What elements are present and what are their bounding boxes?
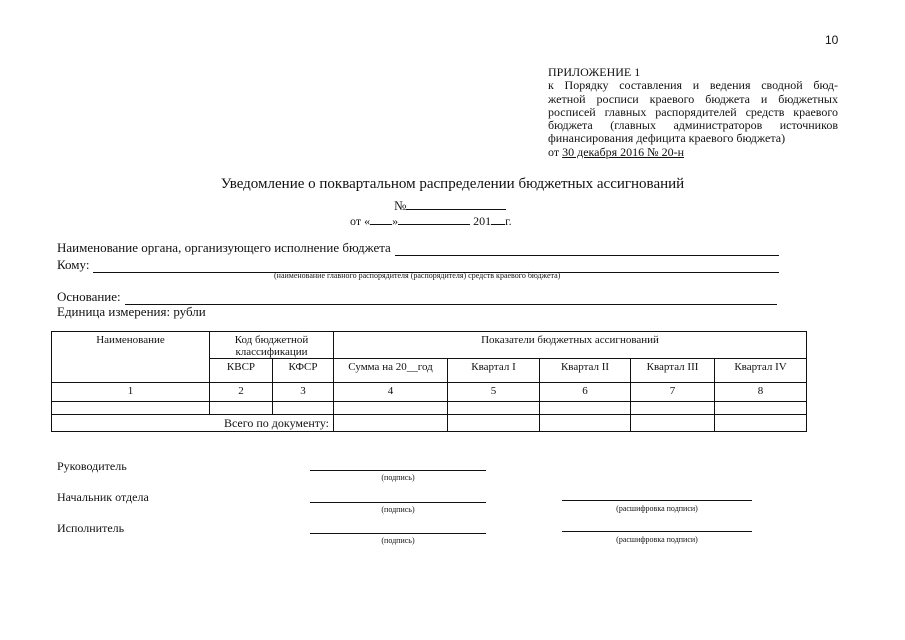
appendix-heading: ПРИЛОЖЕНИЕ 1	[548, 65, 641, 79]
col-number: 3	[273, 383, 334, 402]
exec-decode-line[interactable]	[562, 531, 752, 532]
header-sum: Сумма на 20__год	[334, 359, 448, 383]
date-year: 201	[473, 214, 492, 228]
day-blank[interactable]	[370, 212, 392, 225]
table-cell[interactable]	[715, 402, 807, 415]
exec-decode-hint: (расшифровка подписи)	[616, 535, 698, 544]
table-cell[interactable]	[540, 402, 631, 415]
col-number: 6	[540, 383, 631, 402]
total-q4-cell[interactable]	[715, 415, 807, 432]
col-number: 5	[448, 383, 540, 402]
dept-signature-hint: (подпись)	[381, 505, 415, 514]
total-row	[52, 415, 807, 432]
unit-label: Единица измерения: рубли	[57, 304, 206, 319]
head-label: Руководитель	[57, 459, 127, 473]
organ-label: Наименование органа, организующего исполнение бюджета	[57, 240, 391, 255]
total-q3-cell[interactable]	[631, 415, 715, 432]
year-blank[interactable]	[491, 212, 505, 225]
header-kfsr: КФСР	[273, 359, 334, 383]
organ-field	[57, 240, 779, 256]
appendix-date-prefix: от	[548, 144, 560, 159]
appendix-line: к Порядку составления и ведения сводной бюд-	[548, 78, 838, 93]
number-blank[interactable]	[406, 197, 506, 210]
osnovanie-field	[57, 289, 777, 305]
date-prefix: от «	[350, 214, 371, 228]
table-cell[interactable]	[210, 402, 273, 415]
appendix-date	[548, 146, 838, 159]
table-cell[interactable]	[334, 402, 448, 415]
total-label: Всего по документу:	[52, 415, 334, 432]
appendix-line: жетной росписи краевого бюджета и бюджетных	[548, 91, 838, 106]
month-blank[interactable]	[398, 212, 470, 225]
date-mid: »	[392, 214, 399, 228]
header-indicators: Показатели бюджетных ассигнований	[334, 332, 807, 359]
header-kvsr: КВСР	[210, 359, 273, 383]
appendix-line: финансирования дефицита краевого бюджета)	[548, 131, 786, 146]
head-signature-hint: (подпись)	[381, 473, 415, 482]
header-q1: Квартал I	[448, 359, 540, 383]
dept-decode-line[interactable]	[562, 500, 752, 501]
appendix-date-value: 30 декабря 2016 № 20-н	[562, 144, 684, 159]
head-signature-line[interactable]	[310, 470, 486, 471]
header-code: Код бюджетной классификации	[210, 332, 334, 359]
table-row	[52, 402, 807, 415]
exec-label: Исполнитель	[57, 521, 125, 535]
osnovanie-label: Основание:	[57, 289, 121, 304]
total-q2-cell[interactable]	[540, 415, 631, 432]
page-number: 10	[825, 33, 839, 47]
header-q3: Квартал III	[631, 359, 715, 383]
col-number: 1	[52, 383, 210, 402]
dept-signature-line[interactable]	[310, 502, 486, 503]
table-cell[interactable]	[448, 402, 540, 415]
allocation-table	[51, 331, 807, 432]
total-sum-cell[interactable]	[334, 415, 448, 432]
header-q2: Квартал II	[540, 359, 631, 383]
appendix-line: бюджета (главных администраторов источников	[548, 118, 838, 133]
header-q4: Квартал IV	[715, 359, 807, 383]
col-number: 4	[334, 383, 448, 402]
col-number: 2	[210, 383, 273, 402]
header-name: Наименование	[52, 332, 210, 383]
number-label: №	[394, 198, 407, 213]
col-number: 8	[715, 383, 807, 402]
table-cell[interactable]	[52, 402, 210, 415]
exec-signature-hint: (подпись)	[381, 536, 415, 545]
appendix-line: росписей главных распорядителей средств краевого	[548, 104, 838, 119]
komu-hint: (наименование главного распорядителя (распорядителя) средств краевого бюджета)	[274, 271, 561, 280]
dept-decode-hint: (расшифровка подписи)	[616, 504, 698, 513]
total-q1-cell[interactable]	[448, 415, 540, 432]
dept-label: Начальник отдела	[57, 490, 149, 504]
organ-input-line[interactable]	[395, 245, 779, 256]
komu-label: Кому:	[57, 257, 90, 272]
document-title: Уведомление о поквартальном распределении бюджетных ассигнований	[220, 176, 685, 192]
table-cell[interactable]	[273, 402, 334, 415]
col-number: 7	[631, 383, 715, 402]
table-cell[interactable]	[631, 402, 715, 415]
exec-signature-line[interactable]	[310, 533, 486, 534]
osnovanie-input-line[interactable]	[125, 294, 777, 305]
appendix-block	[548, 66, 838, 159]
date-suffix: г.	[505, 214, 512, 228]
document-date-line	[350, 212, 512, 229]
